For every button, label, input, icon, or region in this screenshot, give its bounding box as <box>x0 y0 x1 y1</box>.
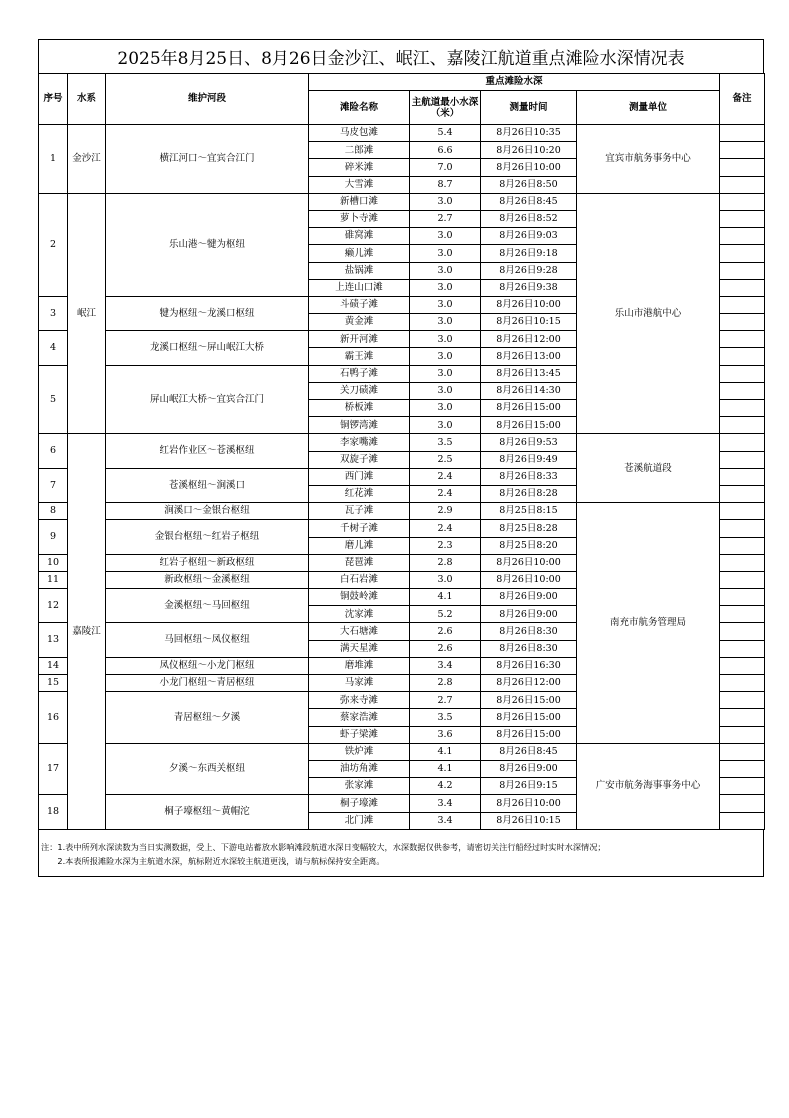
depth-cell: 3.0 <box>410 331 481 348</box>
remarks-cell <box>720 623 765 640</box>
remarks-cell <box>720 314 765 331</box>
section-cell: 马回枢纽～凤仪枢纽 <box>106 623 309 657</box>
time-cell: 8月26日16:30 <box>481 657 577 674</box>
time-cell: 8月26日10:00 <box>481 159 577 176</box>
remarks-cell <box>720 503 765 520</box>
depth-cell: 3.0 <box>410 571 481 588</box>
shoal-name-cell: 满天星滩 <box>309 640 410 657</box>
shoal-name-cell: 双旋子滩 <box>309 451 410 468</box>
water-system-cell: 岷江 <box>68 193 106 434</box>
remarks-cell <box>720 812 765 829</box>
remarks-cell <box>720 228 765 245</box>
shoal-name-cell: 虾子梁滩 <box>309 726 410 743</box>
header-water-system: 水系 <box>68 74 106 125</box>
unit-cell: 乐山市港航中心 <box>577 193 720 434</box>
depth-cell: 3.6 <box>410 726 481 743</box>
header-shoal: 滩险名称 <box>309 91 410 125</box>
shoal-name-cell: 铜鼓岭滩 <box>309 589 410 606</box>
time-cell: 8月26日10:00 <box>481 296 577 313</box>
shoal-name-cell: 癞儿滩 <box>309 245 410 262</box>
depth-cell: 3.0 <box>410 417 481 434</box>
time-cell: 8月26日8:30 <box>481 623 577 640</box>
remarks-cell <box>720 210 765 227</box>
seq-cell: 6 <box>39 434 68 468</box>
depth-cell: 3.0 <box>410 279 481 296</box>
depth-cell: 2.7 <box>410 692 481 709</box>
section-cell: 龙溪口枢纽～屏山岷江大桥 <box>106 331 309 365</box>
seq-cell: 3 <box>39 296 68 330</box>
depth-cell: 2.5 <box>410 451 481 468</box>
remarks-cell <box>720 675 765 692</box>
note-line: 2.本表所报滩险水深为主航道水深，航标附近水深较主航道更浅，请与航标保持安全距离。 <box>41 855 385 866</box>
section-cell: 涧溪口～金银台枢纽 <box>106 503 309 520</box>
remarks-cell <box>720 589 765 606</box>
depth-cell: 3.0 <box>410 228 481 245</box>
remarks-cell <box>720 176 765 193</box>
remarks-cell <box>720 245 765 262</box>
remarks-cell <box>720 262 765 279</box>
seq-cell: 18 <box>39 795 68 829</box>
note-line: 注：1.表中所列水深读数为当日实测数据，受上、下游电站蓄放水影响滩段航道水深日变幅较大，水深数据仅供参考，请密切关注行船经过时实时水深情况； <box>41 841 606 852</box>
remarks-cell <box>720 193 765 210</box>
time-cell: 8月26日9:38 <box>481 279 577 296</box>
depth-cell: 3.0 <box>410 262 481 279</box>
section-cell: 红岩子枢纽～新政枢纽 <box>106 554 309 571</box>
shoal-name-cell: 黄金滩 <box>309 314 410 331</box>
depth-cell: 2.9 <box>410 503 481 520</box>
depth-cell: 3.0 <box>410 314 481 331</box>
shoal-name-cell: 红花滩 <box>309 485 410 502</box>
depth-cell: 3.0 <box>410 193 481 210</box>
depth-cell: 4.1 <box>410 743 481 760</box>
depth-cell: 3.0 <box>410 296 481 313</box>
depth-cell: 3.0 <box>410 365 481 382</box>
shoal-name-cell: 大雪滩 <box>309 176 410 193</box>
depth-cell: 3.5 <box>410 709 481 726</box>
time-cell: 8月26日8:28 <box>481 485 577 502</box>
shoal-name-cell: 桥板滩 <box>309 400 410 417</box>
remarks-cell <box>720 795 765 812</box>
time-cell: 8月26日9:15 <box>481 778 577 795</box>
depth-cell: 2.6 <box>410 623 481 640</box>
remarks-cell <box>720 657 765 674</box>
remarks-cell <box>720 348 765 365</box>
remarks-cell <box>720 571 765 588</box>
seq-cell: 8 <box>39 503 68 520</box>
time-cell: 8月26日10:20 <box>481 142 577 159</box>
shoal-name-cell: 弥来寺滩 <box>309 692 410 709</box>
remarks-cell <box>720 606 765 623</box>
seq-cell: 9 <box>39 520 68 554</box>
section-cell: 金银台枢纽～红岩子枢纽 <box>106 520 309 554</box>
shoal-name-cell: 大石塘滩 <box>309 623 410 640</box>
shoal-name-cell: 油坊角滩 <box>309 760 410 777</box>
seq-cell: 12 <box>39 589 68 623</box>
header-seq: 序号 <box>39 74 68 125</box>
time-cell: 8月26日8:50 <box>481 176 577 193</box>
time-cell: 8月26日13:00 <box>481 348 577 365</box>
time-cell: 8月26日9:00 <box>481 760 577 777</box>
time-cell: 8月26日9:00 <box>481 589 577 606</box>
shoal-name-cell: 二郎滩 <box>309 142 410 159</box>
time-cell: 8月25日8:20 <box>481 537 577 554</box>
report-sheet <box>38 39 764 877</box>
remarks-cell <box>720 451 765 468</box>
remarks-cell <box>720 434 765 451</box>
shoal-name-cell: 碎米滩 <box>309 159 410 176</box>
shoal-name-cell: 铁炉滩 <box>309 743 410 760</box>
shoal-name-cell: 霸王滩 <box>309 348 410 365</box>
shoal-name-cell: 马家滩 <box>309 675 410 692</box>
depth-cell: 5.4 <box>410 125 481 142</box>
shoal-name-cell: 千树子滩 <box>309 520 410 537</box>
header-depth: 主航道最小水深（米） <box>410 91 481 125</box>
section-cell: 金溪枢纽～马回枢纽 <box>106 589 309 623</box>
remarks-cell <box>720 726 765 743</box>
remarks-cell <box>720 417 765 434</box>
shoal-name-cell: 蔡家浩滩 <box>309 709 410 726</box>
time-cell: 8月26日9:49 <box>481 451 577 468</box>
section-cell: 新政枢纽～金溪枢纽 <box>106 571 309 588</box>
depth-cell: 3.0 <box>410 348 481 365</box>
remarks-cell <box>720 142 765 159</box>
section-cell: 红岩作业区～苍溪枢纽 <box>106 434 309 468</box>
depth-cell: 3.4 <box>410 657 481 674</box>
section-cell: 夕溪～东西关枢纽 <box>106 743 309 795</box>
remarks-cell <box>720 692 765 709</box>
time-cell: 8月26日8:52 <box>481 210 577 227</box>
shoal-name-cell: 西门滩 <box>309 468 410 485</box>
time-cell: 8月26日10:00 <box>481 795 577 812</box>
time-cell: 8月26日10:15 <box>481 314 577 331</box>
seq-cell: 17 <box>39 743 68 795</box>
depth-cell: 2.6 <box>410 640 481 657</box>
depth-cell: 3.5 <box>410 434 481 451</box>
depth-cell: 2.4 <box>410 520 481 537</box>
time-cell: 8月25日8:15 <box>481 503 577 520</box>
remarks-cell <box>720 554 765 571</box>
seq-cell: 10 <box>39 554 68 571</box>
shoal-name-cell: 白石岩滩 <box>309 571 410 588</box>
remarks-cell <box>720 296 765 313</box>
header-time: 测量时间 <box>481 91 577 125</box>
time-cell: 8月26日10:15 <box>481 812 577 829</box>
remarks-cell <box>720 485 765 502</box>
depth-cell: 2.4 <box>410 468 481 485</box>
shoal-name-cell: 北门滩 <box>309 812 410 829</box>
shoal-name-cell: 碓窝滩 <box>309 228 410 245</box>
time-cell: 8月26日9:53 <box>481 434 577 451</box>
shoal-name-cell: 琵琶滩 <box>309 554 410 571</box>
seq-cell: 14 <box>39 657 68 674</box>
depth-cell: 3.0 <box>410 400 481 417</box>
time-cell: 8月26日10:35 <box>481 125 577 142</box>
remarks-cell <box>720 743 765 760</box>
remarks-cell <box>720 520 765 537</box>
header-remarks: 备注 <box>720 74 765 125</box>
time-cell: 8月26日15:00 <box>481 692 577 709</box>
seq-cell: 16 <box>39 692 68 744</box>
time-cell: 8月26日12:00 <box>481 675 577 692</box>
section-cell: 犍为枢纽～龙溪口枢纽 <box>106 296 309 330</box>
shoal-name-cell: 斗碛子滩 <box>309 296 410 313</box>
shoal-depth-table <box>38 73 765 830</box>
shoal-name-cell: 张家滩 <box>309 778 410 795</box>
depth-cell: 3.4 <box>410 795 481 812</box>
seq-cell: 2 <box>39 193 68 296</box>
shoal-name-cell: 萝卜寺滩 <box>309 210 410 227</box>
seq-cell: 4 <box>39 331 68 365</box>
table-row <box>39 125 765 142</box>
section-cell: 青居枢纽～夕溪 <box>106 692 309 744</box>
time-cell: 8月26日8:33 <box>481 468 577 485</box>
notes <box>38 830 764 877</box>
depth-cell: 3.0 <box>410 245 481 262</box>
seq-cell: 5 <box>39 365 68 434</box>
time-cell: 8月25日8:28 <box>481 520 577 537</box>
remarks-cell <box>720 382 765 399</box>
depth-cell: 3.0 <box>410 382 481 399</box>
depth-cell: 8.7 <box>410 176 481 193</box>
time-cell: 8月26日9:28 <box>481 262 577 279</box>
table-row <box>39 434 765 451</box>
section-cell: 小龙门枢纽～青居枢纽 <box>106 675 309 692</box>
section-cell: 凤仪枢纽～小龙门枢纽 <box>106 657 309 674</box>
section-cell: 桐子壕枢纽～黄帽沱 <box>106 795 309 829</box>
time-cell: 8月26日10:00 <box>481 571 577 588</box>
time-cell: 8月26日10:00 <box>481 554 577 571</box>
remarks-cell <box>720 760 765 777</box>
shoal-name-cell: 铜锣湾滩 <box>309 417 410 434</box>
shoal-name-cell: 石鸭子滩 <box>309 365 410 382</box>
remarks-cell <box>720 365 765 382</box>
depth-cell: 5.2 <box>410 606 481 623</box>
water-system-cell: 嘉陵江 <box>68 434 106 829</box>
time-cell: 8月26日9:18 <box>481 245 577 262</box>
shoal-name-cell: 关刀碛滩 <box>309 382 410 399</box>
depth-cell: 3.4 <box>410 812 481 829</box>
depth-cell: 2.8 <box>410 554 481 571</box>
seq-cell: 1 <box>39 125 68 194</box>
shoal-name-cell: 李家嘴滩 <box>309 434 410 451</box>
time-cell: 8月26日8:30 <box>481 640 577 657</box>
unit-cell: 广安市航务海事事务中心 <box>577 743 720 829</box>
remarks-cell <box>720 778 765 795</box>
table-row <box>39 743 765 760</box>
unit-cell: 苍溪航道段 <box>577 434 720 503</box>
remarks-cell <box>720 125 765 142</box>
header-group: 重点滩险水深 <box>309 74 720 91</box>
shoal-name-cell: 沈家滩 <box>309 606 410 623</box>
time-cell: 8月26日8:45 <box>481 193 577 210</box>
remarks-cell <box>720 709 765 726</box>
shoal-name-cell: 新开河滩 <box>309 331 410 348</box>
header-unit: 测量单位 <box>577 91 720 125</box>
remarks-cell <box>720 468 765 485</box>
time-cell: 8月26日15:00 <box>481 417 577 434</box>
section-cell: 乐山港～犍为枢纽 <box>106 193 309 296</box>
remarks-cell <box>720 400 765 417</box>
depth-cell: 2.7 <box>410 210 481 227</box>
section-cell: 苍溪枢纽～涧溪口 <box>106 468 309 502</box>
unit-cell: 南充市航务管理局 <box>577 503 720 744</box>
water-system-cell: 金沙江 <box>68 125 106 194</box>
depth-cell: 4.1 <box>410 760 481 777</box>
time-cell: 8月26日9:00 <box>481 606 577 623</box>
header-section: 维护河段 <box>106 74 309 125</box>
depth-cell: 4.1 <box>410 589 481 606</box>
shoal-name-cell: 新槽口滩 <box>309 193 410 210</box>
shoal-name-cell: 盐锅滩 <box>309 262 410 279</box>
time-cell: 8月26日13:45 <box>481 365 577 382</box>
time-cell: 8月26日8:45 <box>481 743 577 760</box>
time-cell: 8月26日12:00 <box>481 331 577 348</box>
table-row <box>39 503 765 520</box>
time-cell: 8月26日15:00 <box>481 726 577 743</box>
table-body <box>39 125 765 830</box>
shoal-name-cell: 瓦子滩 <box>309 503 410 520</box>
depth-cell: 2.3 <box>410 537 481 554</box>
time-cell: 8月26日15:00 <box>481 709 577 726</box>
time-cell: 8月26日14:30 <box>481 382 577 399</box>
unit-cell: 宜宾市航务事务中心 <box>577 125 720 194</box>
seq-cell: 11 <box>39 571 68 588</box>
shoal-name-cell: 上连山口滩 <box>309 279 410 296</box>
remarks-cell <box>720 537 765 554</box>
shoal-name-cell: 磨堆滩 <box>309 657 410 674</box>
remarks-cell <box>720 279 765 296</box>
depth-cell: 6.6 <box>410 142 481 159</box>
seq-cell: 13 <box>39 623 68 657</box>
seq-cell: 15 <box>39 675 68 692</box>
header-row-1 <box>39 74 765 91</box>
depth-cell: 2.4 <box>410 485 481 502</box>
time-cell: 8月26日15:00 <box>481 400 577 417</box>
seq-cell: 7 <box>39 468 68 502</box>
depth-cell: 2.8 <box>410 675 481 692</box>
depth-cell: 4.2 <box>410 778 481 795</box>
shoal-name-cell: 马皮包滩 <box>309 125 410 142</box>
table-row <box>39 193 765 210</box>
report-title: 2025年8月25日、8月26日金沙江、岷江、嘉陵江航道重点滩险水深情况表 <box>38 39 764 73</box>
section-cell: 横江河口～宜宾合江门 <box>106 125 309 194</box>
shoal-name-cell: 桐子壕滩 <box>309 795 410 812</box>
section-cell: 屏山岷江大桥～宜宾合江门 <box>106 365 309 434</box>
remarks-cell <box>720 640 765 657</box>
remarks-cell <box>720 331 765 348</box>
depth-cell: 7.0 <box>410 159 481 176</box>
time-cell: 8月26日9:03 <box>481 228 577 245</box>
shoal-name-cell: 磨儿滩 <box>309 537 410 554</box>
remarks-cell <box>720 159 765 176</box>
